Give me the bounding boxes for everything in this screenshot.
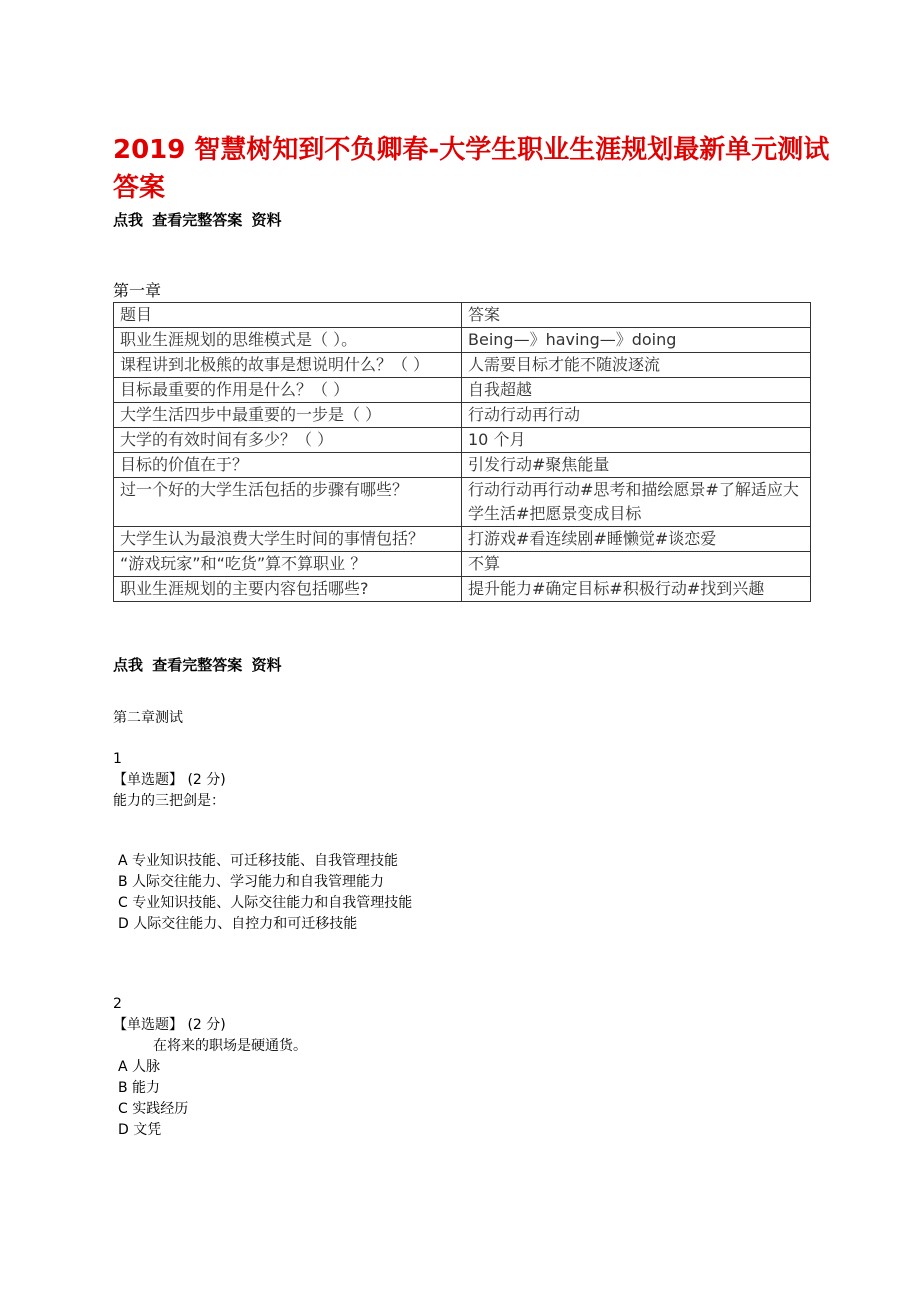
answer-cell: 引发行动#聚焦能量 xyxy=(462,453,811,478)
table-header-row xyxy=(114,303,811,328)
question-cell: 目标的价值在于？ xyxy=(114,453,462,478)
chapter1-answer-table xyxy=(113,302,811,602)
table-row xyxy=(114,527,811,552)
link-text-1: 点我 xyxy=(113,656,144,674)
answer-cell: 不算 xyxy=(462,552,811,577)
chapter1-label: 第一章 xyxy=(113,281,162,300)
question-1 xyxy=(113,749,226,812)
question-cell: 课程讲到北极熊的故事是想说明什么？（ ） xyxy=(114,353,462,378)
answer-cell: 提升能力#确定目标#积极行动#找到兴趣 xyxy=(462,577,811,602)
answer-cell: 打游戏#看连续剧#睡懒觉#谈恋爱 xyxy=(462,527,811,552)
option-a[interactable]: A 专业知识技能、可迁移技能、自我管理技能 xyxy=(118,853,399,869)
view-answers-link-bottom[interactable] xyxy=(113,655,286,675)
question-type: 【单选题】 (2 分) xyxy=(113,772,226,788)
option-c[interactable]: C 实践经历 xyxy=(118,1101,189,1117)
header-answer: 答案 xyxy=(462,303,811,328)
question-cell: 职业生涯规划的主要内容包括哪些? xyxy=(114,577,462,602)
option-b[interactable]: B 人际交往能力、学习能力和自我管理能力 xyxy=(118,874,385,890)
question-cell: 大学的有效时间有多少？（ ） xyxy=(114,428,462,453)
link-text-3: 资料 xyxy=(251,211,282,229)
answer-cell: 行动行动再行动 xyxy=(462,403,811,428)
link-text-1: 点我 xyxy=(113,211,144,229)
question-cell: “游戏玩家”和“吃货”算不算职业 ？ xyxy=(114,552,462,577)
question-stem: 能力的三把剑是： xyxy=(113,793,225,809)
table-row xyxy=(114,328,811,353)
question-cell: 目标最重要的作用是什么？（ ） xyxy=(114,378,462,403)
table-row xyxy=(114,552,811,577)
page-title: 2019 智慧树知到不负卿春-大学生职业生涯规划最新单元测试答案 xyxy=(113,135,830,203)
question-cell: 大学生认为最浪费大学生时间的事情包括？ xyxy=(114,527,462,552)
link-text-2: 查看完整答案 xyxy=(152,656,243,674)
answer-cell: 人需要目标才能不随波逐流 xyxy=(462,353,811,378)
question-cell: 职业生涯规划的思维模式是（ ）。 xyxy=(114,328,462,353)
question-cell: 过一个好的大学生活包括的步骤有哪些？ xyxy=(114,478,462,527)
answer-cell: Being—》having—》doing xyxy=(462,328,811,353)
option-d[interactable]: D 人际交往能力、自控力和可迁移技能 xyxy=(118,916,358,932)
answer-cell: 10 个月 xyxy=(462,428,811,453)
question-number: 1 xyxy=(113,751,122,767)
link-text-3: 资料 xyxy=(251,656,282,674)
option-a[interactable]: A 人脉 xyxy=(118,1059,161,1075)
question-stem: 在将来的职场是硬通货。 xyxy=(153,1038,307,1054)
question-1-options xyxy=(118,851,412,935)
table-row xyxy=(114,353,811,378)
question-cell: 大学生活四步中最重要的一步是（ ） xyxy=(114,403,462,428)
option-c[interactable]: C 专业知识技能、人际交往能力和自我管理技能 xyxy=(118,895,413,911)
option-d[interactable]: D 文凭 xyxy=(118,1122,162,1138)
question-type: 【单选题】 (2 分) xyxy=(113,1017,226,1033)
option-b[interactable]: B 能力 xyxy=(118,1080,161,1096)
question-2 xyxy=(113,994,307,1057)
table-row xyxy=(114,403,811,428)
header-question: 题目 xyxy=(114,303,462,328)
link-text-2: 查看完整答案 xyxy=(152,211,243,229)
chapter2-label: 第二章测试 xyxy=(113,710,183,726)
table-row xyxy=(114,577,811,602)
question-number: 2 xyxy=(113,996,122,1012)
table-row xyxy=(114,428,811,453)
answer-cell: 自我超越 xyxy=(462,378,811,403)
table-row xyxy=(114,478,811,527)
answer-cell: 行动行动再行动#思考和描绘愿景#了解适应大学生活#把愿景变成目标 xyxy=(462,478,811,527)
table-row xyxy=(114,453,811,478)
view-answers-link-top[interactable] xyxy=(113,210,286,230)
question-2-options xyxy=(118,1057,188,1141)
table-row xyxy=(114,378,811,403)
